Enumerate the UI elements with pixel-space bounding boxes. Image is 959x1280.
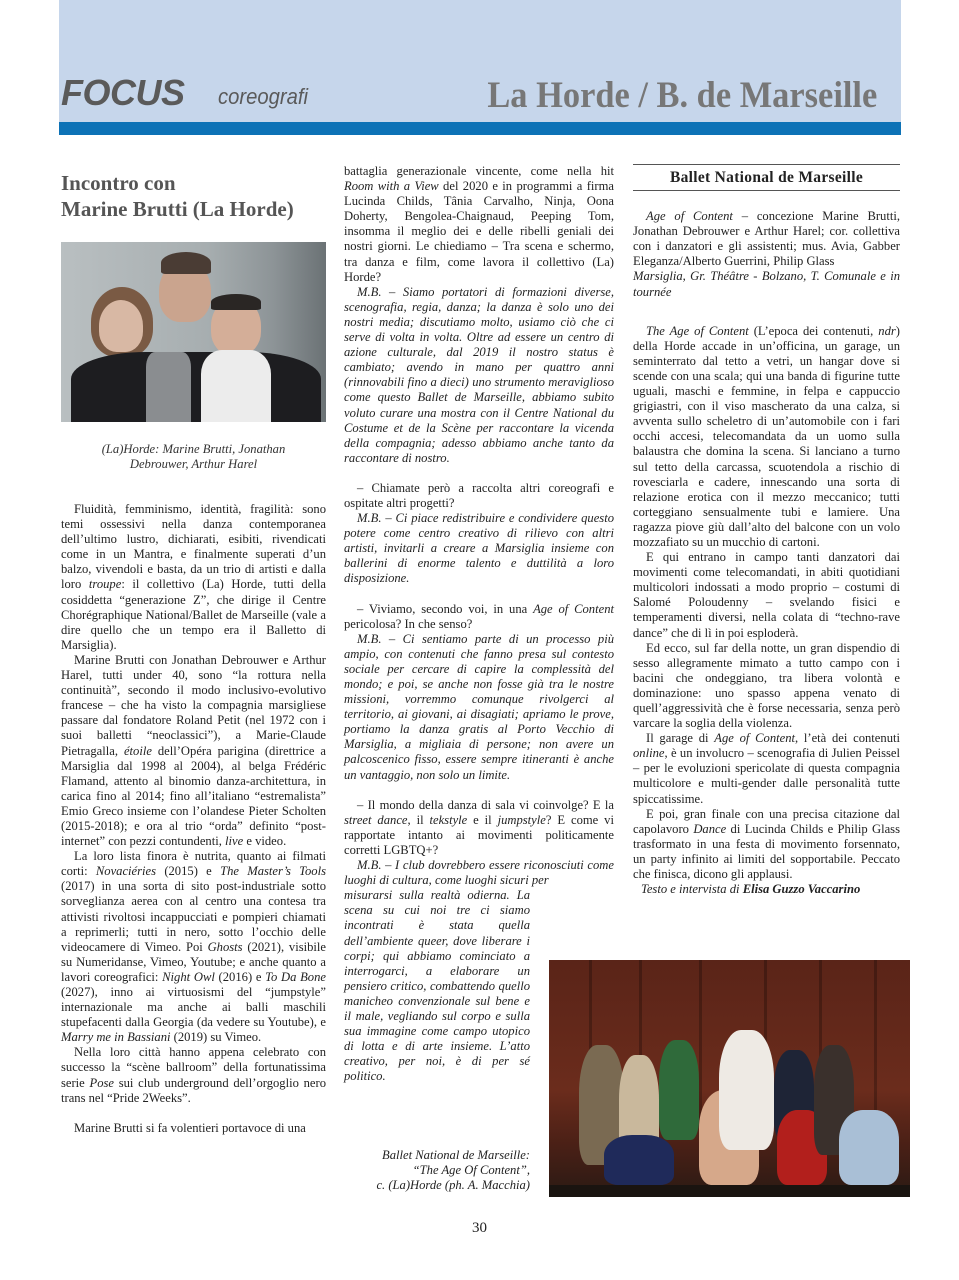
byline: Testo e intervista di Elisa Guzzo Vaccarino: [641, 882, 861, 897]
review-paragraph: Il garage di Age of Content, l’età dei contenuti online, è un involucro – scenografia di Julien Peissel – per le evoluzioni spericolate di questa compagnia multicolore e multi-gender dalle personalità tutte spiccatissime.: [633, 731, 900, 806]
paragraph: Fluidità, femminismo, identità, fragilità: sono temi ossessivi nella danza contemporanea dell’ultimo lustro, dichiarati, esibiti, rivendicati come in un Mantra, e finalmente superati d’un balzo, vivendoli e basta, da un trio di artisti e dalla loro troupe: il collettivo (La) Horde, tutti della cosiddetta “generazione Z”, che dirige il Centre Chorégraphique National/Ballet de Marseille (vale a dire quello che un tempo era il Balletto di Marsiglia).: [61, 502, 327, 652]
article-title-line2: Marine Brutti (La Horde): [61, 197, 294, 221]
answer: M.B. – Siamo portatori di formazioni diverse, scenografia, regia, danza; la danza è solo uno dei nostri media; discutiamo molto, usiamo ciò che ci serve di volta in volta. Oltre ad essere un centro di azione culturale, dal 2019 il nostro status è cambiato; avendo in mano per quattro anni (rinnovabili fino a dieci) uno strumento meraviglioso come questo Ballet de Marseille, abbiamo subito voluto curare una mostra con il Centre National du Costume et de la Scène per raccontare la vicenda della compagnia; adesso abbiamo anche tanto da raccontare di nostro.: [344, 284, 614, 465]
review-paragraph: E qui entrano in campo tanti danzatori dai movimenti come telecomandati, in abiti quotidiani multicolori indossati a modo proprio – costumi di Salomé Poloudenny – svelando fisici e temperamenti diversi, nella colata di “techno-rave dance” che di lì in poi esploderà.: [633, 550, 900, 640]
right-column: [633, 164, 900, 897]
middle-column: [344, 164, 614, 1084]
author-name: Elisa Guzzo Vaccarino: [742, 882, 861, 897]
section-label: FOCUS: [61, 72, 185, 113]
subsection-label: coreografi: [218, 84, 309, 109]
caption-line: Ballet National de Marseille:: [382, 1148, 530, 1162]
article-title: [61, 170, 326, 222]
review-paragraph: Ed ecco, sul far della notte, un gran dispendio di sesso allegramente mimato a tutto campo con i bacini che ondeggiano, tra libera volontà e dominazione: uno spasso appena venato di quell’aggressività che è forse necessaria, senza però varcare la soglia della violenza.: [633, 640, 900, 731]
article-title-line1: Incontro con: [61, 171, 176, 195]
answer: M.B. – Ci sentiamo parte di un processo più ampio, con contenuti che fanno presa sul contesto sociale per cercare di capire la complessità del mondo; e poi, se anche non fosse già tra le nostre missioni, vorremmo comunque rivolgerci al territorio, ai giovani, ai disagiati; apriamo le prove, portiamo la danza gratis al Porto Vecchio di Marsiglia, a migliaia di persone; non avere un palcoscenico fisso, essere sempre itineranti è anche un vantaggio, non solo un limite.: [344, 631, 614, 782]
question: – Viviamo, secondo voi, in una Age of Content pericolosa? In che senso?: [344, 601, 614, 631]
review-paragraph: The Age of Content (L’epoca dei contenuti, ndr) della Horde accade in un’officina, un garage, un seminterrato dal tetto a vetri, un hangar dove si scende con una scala; qui una banda di figurine tutte uguali, maschi e femmine, in felpa e cappuccio grigiastri, con il viso mascherato da una calza, si avventa sullo scheletro di un’automobile con i fari occhi accesi, telecomandata da un uomo sulla balaustra che domina la scena. Si lanciano a turno sul tetto della carcassa, scuotendola a rischio di rovesciarla e cadere, innescando una sorta di relazione erotica con il mezzo meccanico; tutti corteggiano sensualmente tubi e lamiere. Una ragazza piove giù dall’alto del balcone con un volo mozzafiato su un mucchio di cartoni.: [633, 323, 900, 549]
paragraph: battaglia generazionale vincente, come nella hit Room with a View del 2020 e in programmi a firma Lucinda Childs, Tânia Carvalho, Ninja, Oona Doherty, Bengolea-Chaignaud, Peeping Tom, insomma il meglio dei e delle ribelli geniali dei nostri giorni. Le chiediamo – Tra scena e schermo, tra danza e film, come lavora il collettivo (La) Horde?: [344, 164, 614, 284]
page-title: La Horde / B. de Marseille: [487, 75, 877, 116]
header-rule: [59, 122, 901, 135]
paragraph: Marine Brutti si fa volentieri portavoce di una: [74, 1120, 306, 1135]
review-paragraph: E poi, gran finale con una precisa citazione dal capolavoro Dance di Lucinda Childs e Philip Glass trasformato in una festa di movimento forsennato, un party infinito ai limiti del sopportabile. Peccato che finisca, dicono gli applausi.: [633, 806, 900, 882]
answer: M.B. – I club dovrebbero essere riconosciuti come luoghi di cultura, come luoghi sicuri per: [344, 858, 614, 888]
question: – Chiamate però a raccolta altri coreografi e ospitate altri progetti?: [344, 480, 614, 510]
show-credits: [633, 209, 900, 300]
caption-line: c. (La)Horde (ph. A. Macchia): [376, 1178, 530, 1193]
paragraph: La loro lista finora è nutrita, quanto ai filmati corti: Novaciéries (2015) e The Master’s Tools (2017) in una sorta di sito post-industriale sotto sorveglianza aerea con al centro una contesa tra attivisti rivoltosi incappucciati e pompieri chiamati a reprimerli; tutti in nero, sotto l’occhio delle videocamere di Vimeo. Poi Ghosts (2021), visibile su Numeridanse, Vimeo, Youtube; e anche quanto a lavori coreografici: Night Owl (2016) e To Da Bone (2027), inno ai virtuosismi del “jumpstyle” internazionale ma anche ai balli maschili stupefacenti dalla Georgia (da vedere su Youtube), e Marry me in Bassiani (2019) su Vimeo.: [61, 849, 326, 1045]
answer: M.B. – Ci piace redistribuire e condividere questo potere come centro creativo di rilievo con altri artisti, invitarli a creare a Marsiglia insieme con ballerini di enorme talento e duttilità a loro disposizione.: [344, 511, 614, 586]
photo-age-of-content-dancers: [549, 960, 910, 1197]
caption-line: “The Age Of Content”,: [412, 1163, 530, 1178]
paragraph: Marine Brutti con Jonathan Debrouwer e Arthur Harel, tutti under 40, sono “la rottura nella continuità”, secondo il modo inclusivo-evolutivo francese – che ha visto la compagnia marsigliese passare dal fondatore Roland Petit (nel 1972 con i suoi balletti “neoclassici”), a Marie-Claude Pietragalla, étoile dell’Opéra parigina (direttrice a Marsiglia dal 1998 al 2004), al belga Frédéric Flamand, attento al binomio danza-architettura, in carica fino al 2014; fino all’italiano “estremalista” Emio Greco insieme con l’olandese Pieter Scholten (2015-2018); e ora al trio “orda” definito “post-internet” con pezzi contundenti, live e video.: [61, 652, 326, 849]
question: – Il mondo della danza di sala vi coinvolge? E la street dance, il tekstyle e il jumpstyle? E come vi rapportate intanto ai movimenti politicamente corretti LGBTQ+?: [344, 797, 614, 857]
sidebar-heading: Ballet National de Marseille: [633, 164, 900, 191]
credits-text: Age of Content – concezione Marine Brutti, Jonathan Debrouwer e Arthur Harel; cor. collettiva con i danzatori e gli assistenti; mus. Avia, Gabber Eleganza/Alberto Guerrini, Philip Glass Marsiglia, Gr. Théâtre - Bolzano, T. Comunale e in tournée: [633, 209, 900, 299]
photo-caption-trio: [61, 442, 326, 472]
photo-caption-dance: [344, 1148, 530, 1193]
paragraph: Nella loro città hanno appena celebrato con successo la “scène ballroom” della fortunatissima serie Pose sui club underground dell’orgoglio nero trans nel “Pride 2Weeks”.: [61, 1045, 326, 1105]
page-number: 30: [472, 1220, 487, 1236]
caption-line: Debrouwer, Arthur Harel: [129, 457, 258, 471]
answer-wrapped: misurarsi sulla realtà odierna. La scena su cui noi tre ci siamo incontrati è stata quella dell’ambiente queer, dove liberare i corpi; qui abbiamo cominciato a interrogarci, a elaborare un pensiero critico, combattendo quello manicheo convenzionale sul bene e il male, vegliando sul corpo e sulla sua immagine come campo utopico di lotta e di arte insieme. L’atto creativo, per noi, è di per sé politico.: [344, 888, 530, 1084]
photo-la-horde-trio: [61, 242, 326, 422]
caption-line: (La)Horde: Marine Brutti, Jonathan: [101, 442, 286, 456]
left-column: [61, 170, 326, 1136]
